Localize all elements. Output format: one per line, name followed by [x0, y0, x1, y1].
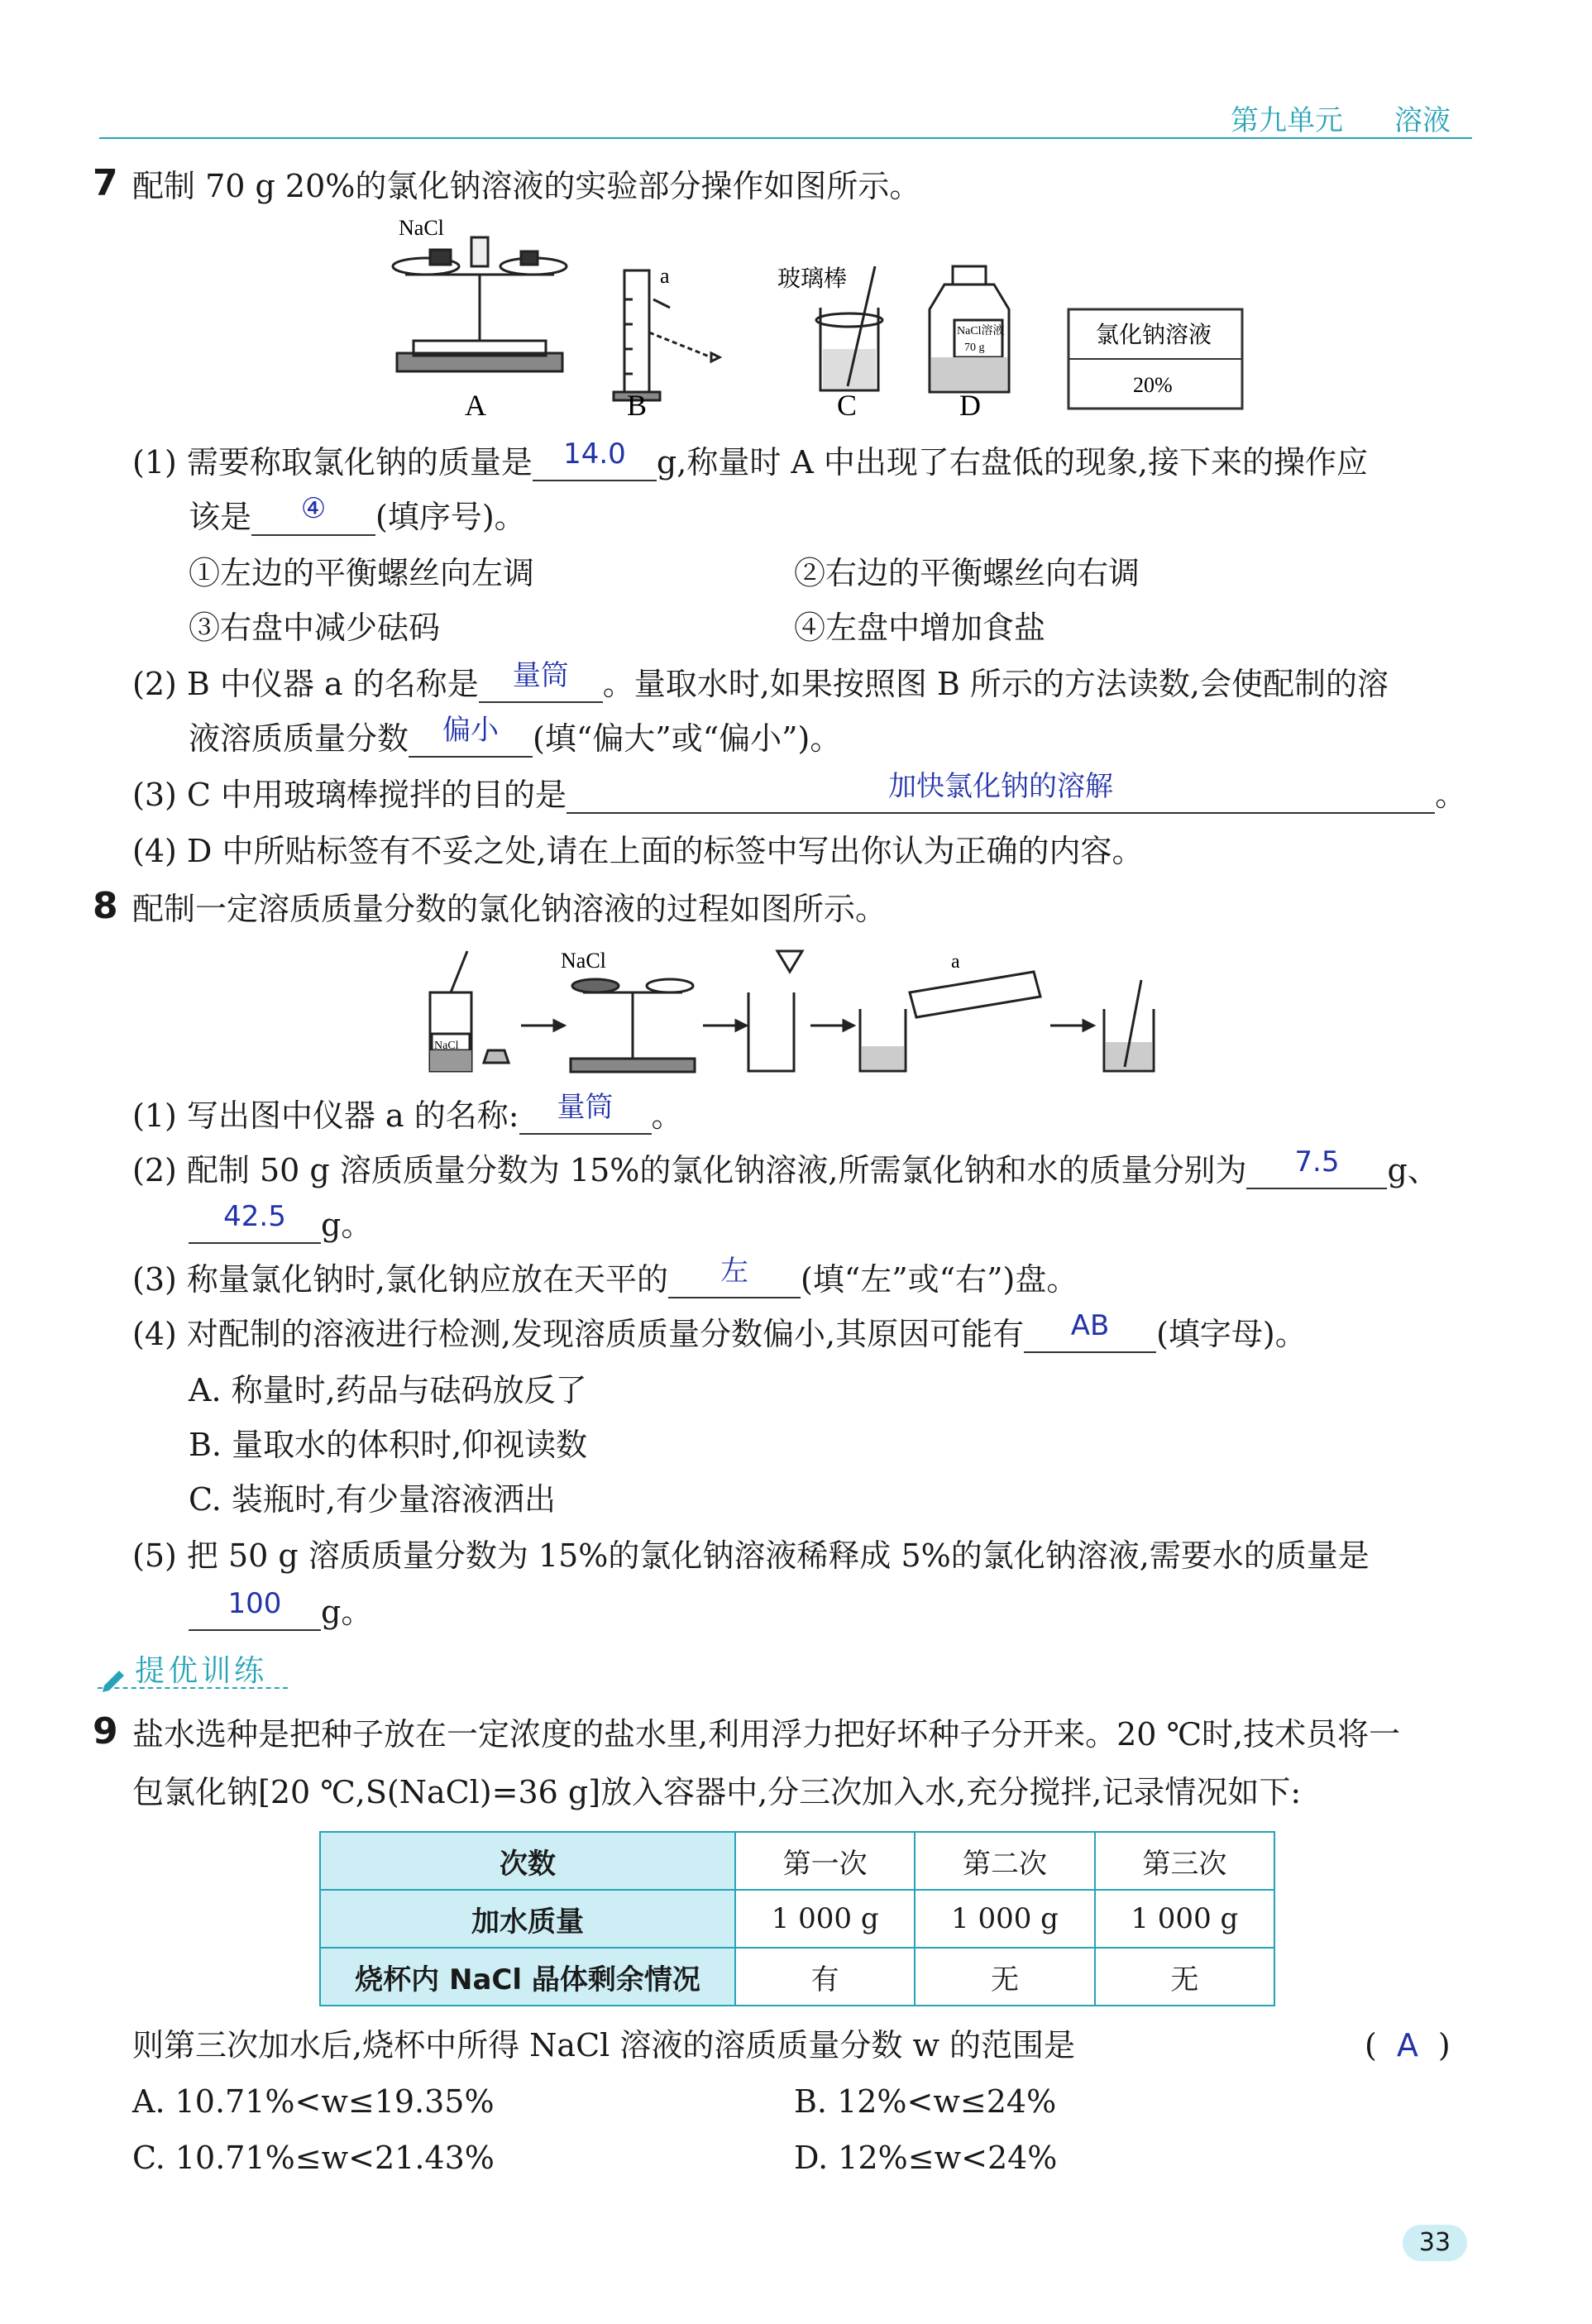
- section-title: 提优训练: [98, 1647, 267, 1694]
- table-cell: 烧杯内 NaCl 晶体剩余情况: [320, 1948, 735, 2006]
- table-row: [320, 1832, 1274, 1890]
- q7-answer-effect: 偏小: [409, 723, 533, 758]
- q8-fig-a-label: a: [951, 951, 960, 973]
- question-9-stem-line1: 盐水选种是把种子放在一定浓度的盐水里,利用浮力把好坏种子分开来。20 ℃时,技术员将一: [132, 1716, 1401, 1753]
- label-box-line2: 20%: [1133, 373, 1173, 397]
- table-cell: 1 000 g: [915, 1890, 1094, 1948]
- q7-part4: (4) D 中所贴标签有不妥之处,请在上面的标签中写出你认为正确的内容。: [132, 833, 1144, 869]
- q8-part1: (1) 写出图中仪器 a 的名称: 量筒 。: [132, 1091, 683, 1134]
- q7-bottle-mass: 70 g: [964, 342, 985, 354]
- q7-answer-purpose: 加快氯化钠的溶解: [567, 779, 1435, 814]
- question-9-number: 9: [93, 1710, 118, 1753]
- question-7-number: 7: [93, 162, 118, 204]
- q9-option-B: B. 12%<w≤24%: [794, 2083, 1057, 2120]
- q7-answer-op: ④: [251, 501, 375, 536]
- q8-part4: (4) 对配制的溶液进行检测,发现溶质质量分数偏小,其原因可能有 AB (填字母)。: [132, 1309, 1307, 1352]
- graduated-cylinder-icon: [614, 270, 720, 400]
- q8-option-A: A. 称量时,药品与砝码放反了: [189, 1372, 587, 1408]
- q8-answer-instrument: 量筒: [519, 1100, 652, 1135]
- q7-option-4: ④左盘中增加食盐: [794, 610, 1046, 646]
- table-cell: 加水质量: [320, 1890, 735, 1948]
- q8-part2-line1: (2) 配制 50 g 溶质质量分数为 15%的氯化钠溶液,所需氯化钠和水的质量分别为 7.5 g、: [132, 1145, 1439, 1188]
- header-rule: [99, 137, 1472, 139]
- q7-part3: (3) C 中用玻璃棒搅拌的目的是 加快氯化钠的溶解 。: [132, 770, 1467, 813]
- q7-part2-line2: 液溶质质量分数 偏小 (填“偏大”或“偏小”)。: [189, 714, 842, 757]
- q7-fig-label-B: B: [627, 389, 648, 422]
- q7-fig-a-label: a: [660, 264, 670, 288]
- q7-fig-label-C: C: [837, 389, 858, 422]
- balance-icon: [393, 237, 567, 371]
- q7-fig-label-D: D: [959, 389, 981, 422]
- q8-part3: (3) 称量氯化钠时,氯化钠应放在天平的 左 (填“左”或“右”)盘。: [132, 1255, 1078, 1298]
- table-cell: 1 000 g: [735, 1890, 915, 1948]
- q9-option-A: A. 10.71%<w≤19.35%: [132, 2083, 495, 2120]
- question-8-number: 8: [93, 885, 118, 927]
- q8-part5-line1: (5) 把 50 g 溶质质量分数为 15%的氯化钠溶液稀释成 5%的氯化钠溶液,需要水的质量是: [132, 1537, 1370, 1574]
- q9-option-D: D. 12%≤w<24%: [794, 2140, 1058, 2176]
- figure-q7: [380, 217, 1257, 432]
- q8-answer-nacl-mass: 7.5: [1246, 1155, 1387, 1189]
- q8-option-C: C. 装瓶时,有少量溶液洒出: [189, 1481, 556, 1518]
- header-unit: 第九单元: [1231, 104, 1343, 137]
- q7-fig-label-A: A: [465, 389, 486, 422]
- q7-option-3: ③右盘中减少砝码: [189, 610, 441, 646]
- table-cell: 第二次: [915, 1832, 1094, 1890]
- table-cell: 无: [915, 1948, 1094, 2006]
- table-row: [320, 1948, 1274, 2006]
- table-cell: 第一次: [735, 1832, 915, 1890]
- q7-fig-nacl-label: NaCl: [399, 217, 444, 240]
- table-row: [320, 1890, 1274, 1948]
- table-cell: 1 000 g: [1095, 1890, 1274, 1948]
- q7-fig-rod-label: 玻璃棒: [777, 265, 848, 292]
- label-box-line1: 氯化钠溶液: [1096, 321, 1212, 348]
- q8-answer-pan: 左: [668, 1264, 801, 1298]
- q9-answer: A: [1396, 2027, 1418, 2063]
- question-9-stem-line2: 包氯化钠[20 ℃,S(NaCl)=36 g]放入容器中,分三次加入水,充分搅拌,记录情况如下:: [132, 1774, 1302, 1810]
- q8-answer-water-mass: 42.5: [189, 1209, 321, 1244]
- q7-part1-line2: 该是 ④ (填序号)。: [189, 492, 526, 535]
- table-cell: 第三次: [1095, 1832, 1274, 1890]
- q7-bottle-label: NaCl溶液: [957, 325, 1005, 337]
- q8-part5-line2: 100 g。: [189, 1593, 372, 1631]
- section-underline: [98, 1687, 288, 1689]
- question-7-stem: 配制 70 g 20%的氯化钠溶液的实验部分操作如图所示。: [132, 168, 921, 204]
- q7-option-1: ①左边的平衡螺丝向左调: [189, 555, 535, 591]
- figure-q8: [414, 943, 1191, 1083]
- q7-answer-instrument: 量筒: [479, 668, 603, 703]
- page-number: 33: [1403, 2225, 1467, 2261]
- q9-answer-bracket: ( A ): [1365, 2027, 1451, 2063]
- q7-answer-mass: 14.0: [533, 447, 657, 481]
- q8-jar-label: NaCl: [434, 1040, 459, 1052]
- q8-option-B: B. 量取水的体积时,仰视读数: [189, 1427, 588, 1463]
- q9-question: 则第三次加水后,烧杯中所得 NaCl 溶液的溶质质量分数 w 的范围是: [132, 2027, 1076, 2063]
- q8-answer-water: 100: [189, 1596, 321, 1631]
- q9-table: [319, 1831, 1275, 2006]
- table-cell: 次数: [320, 1832, 735, 1890]
- q9-option-C: C. 10.71%≤w<21.43%: [132, 2140, 495, 2176]
- q7-option-2: ②右边的平衡螺丝向右调: [794, 555, 1140, 591]
- cylinder-pour-icon: [910, 972, 1040, 1017]
- q7-part2-line1: (2) B 中仪器 a 的名称是 量筒 。量取水时,如果按照图 B 所示的方法读数,会使配制的溶: [132, 659, 1389, 702]
- q8-part2-line2: 42.5 g。: [189, 1206, 372, 1244]
- header-topic: 溶液: [1394, 104, 1451, 137]
- question-8-stem: 配制一定溶质质量分数的氯化钠溶液的过程如图所示。: [132, 891, 887, 927]
- q7-part1-line1: (1) 需要称取氯化钠的质量是 14.0 g,称量时 A 中出现了右盘低的现象,接下来的操作应: [132, 438, 1369, 481]
- table-cell: 无: [1095, 1948, 1274, 2006]
- table-cell: 有: [735, 1948, 915, 2006]
- q8-answer-reason: AB: [1024, 1318, 1156, 1353]
- q8-fig-nacl-label: NaCl: [561, 949, 606, 973]
